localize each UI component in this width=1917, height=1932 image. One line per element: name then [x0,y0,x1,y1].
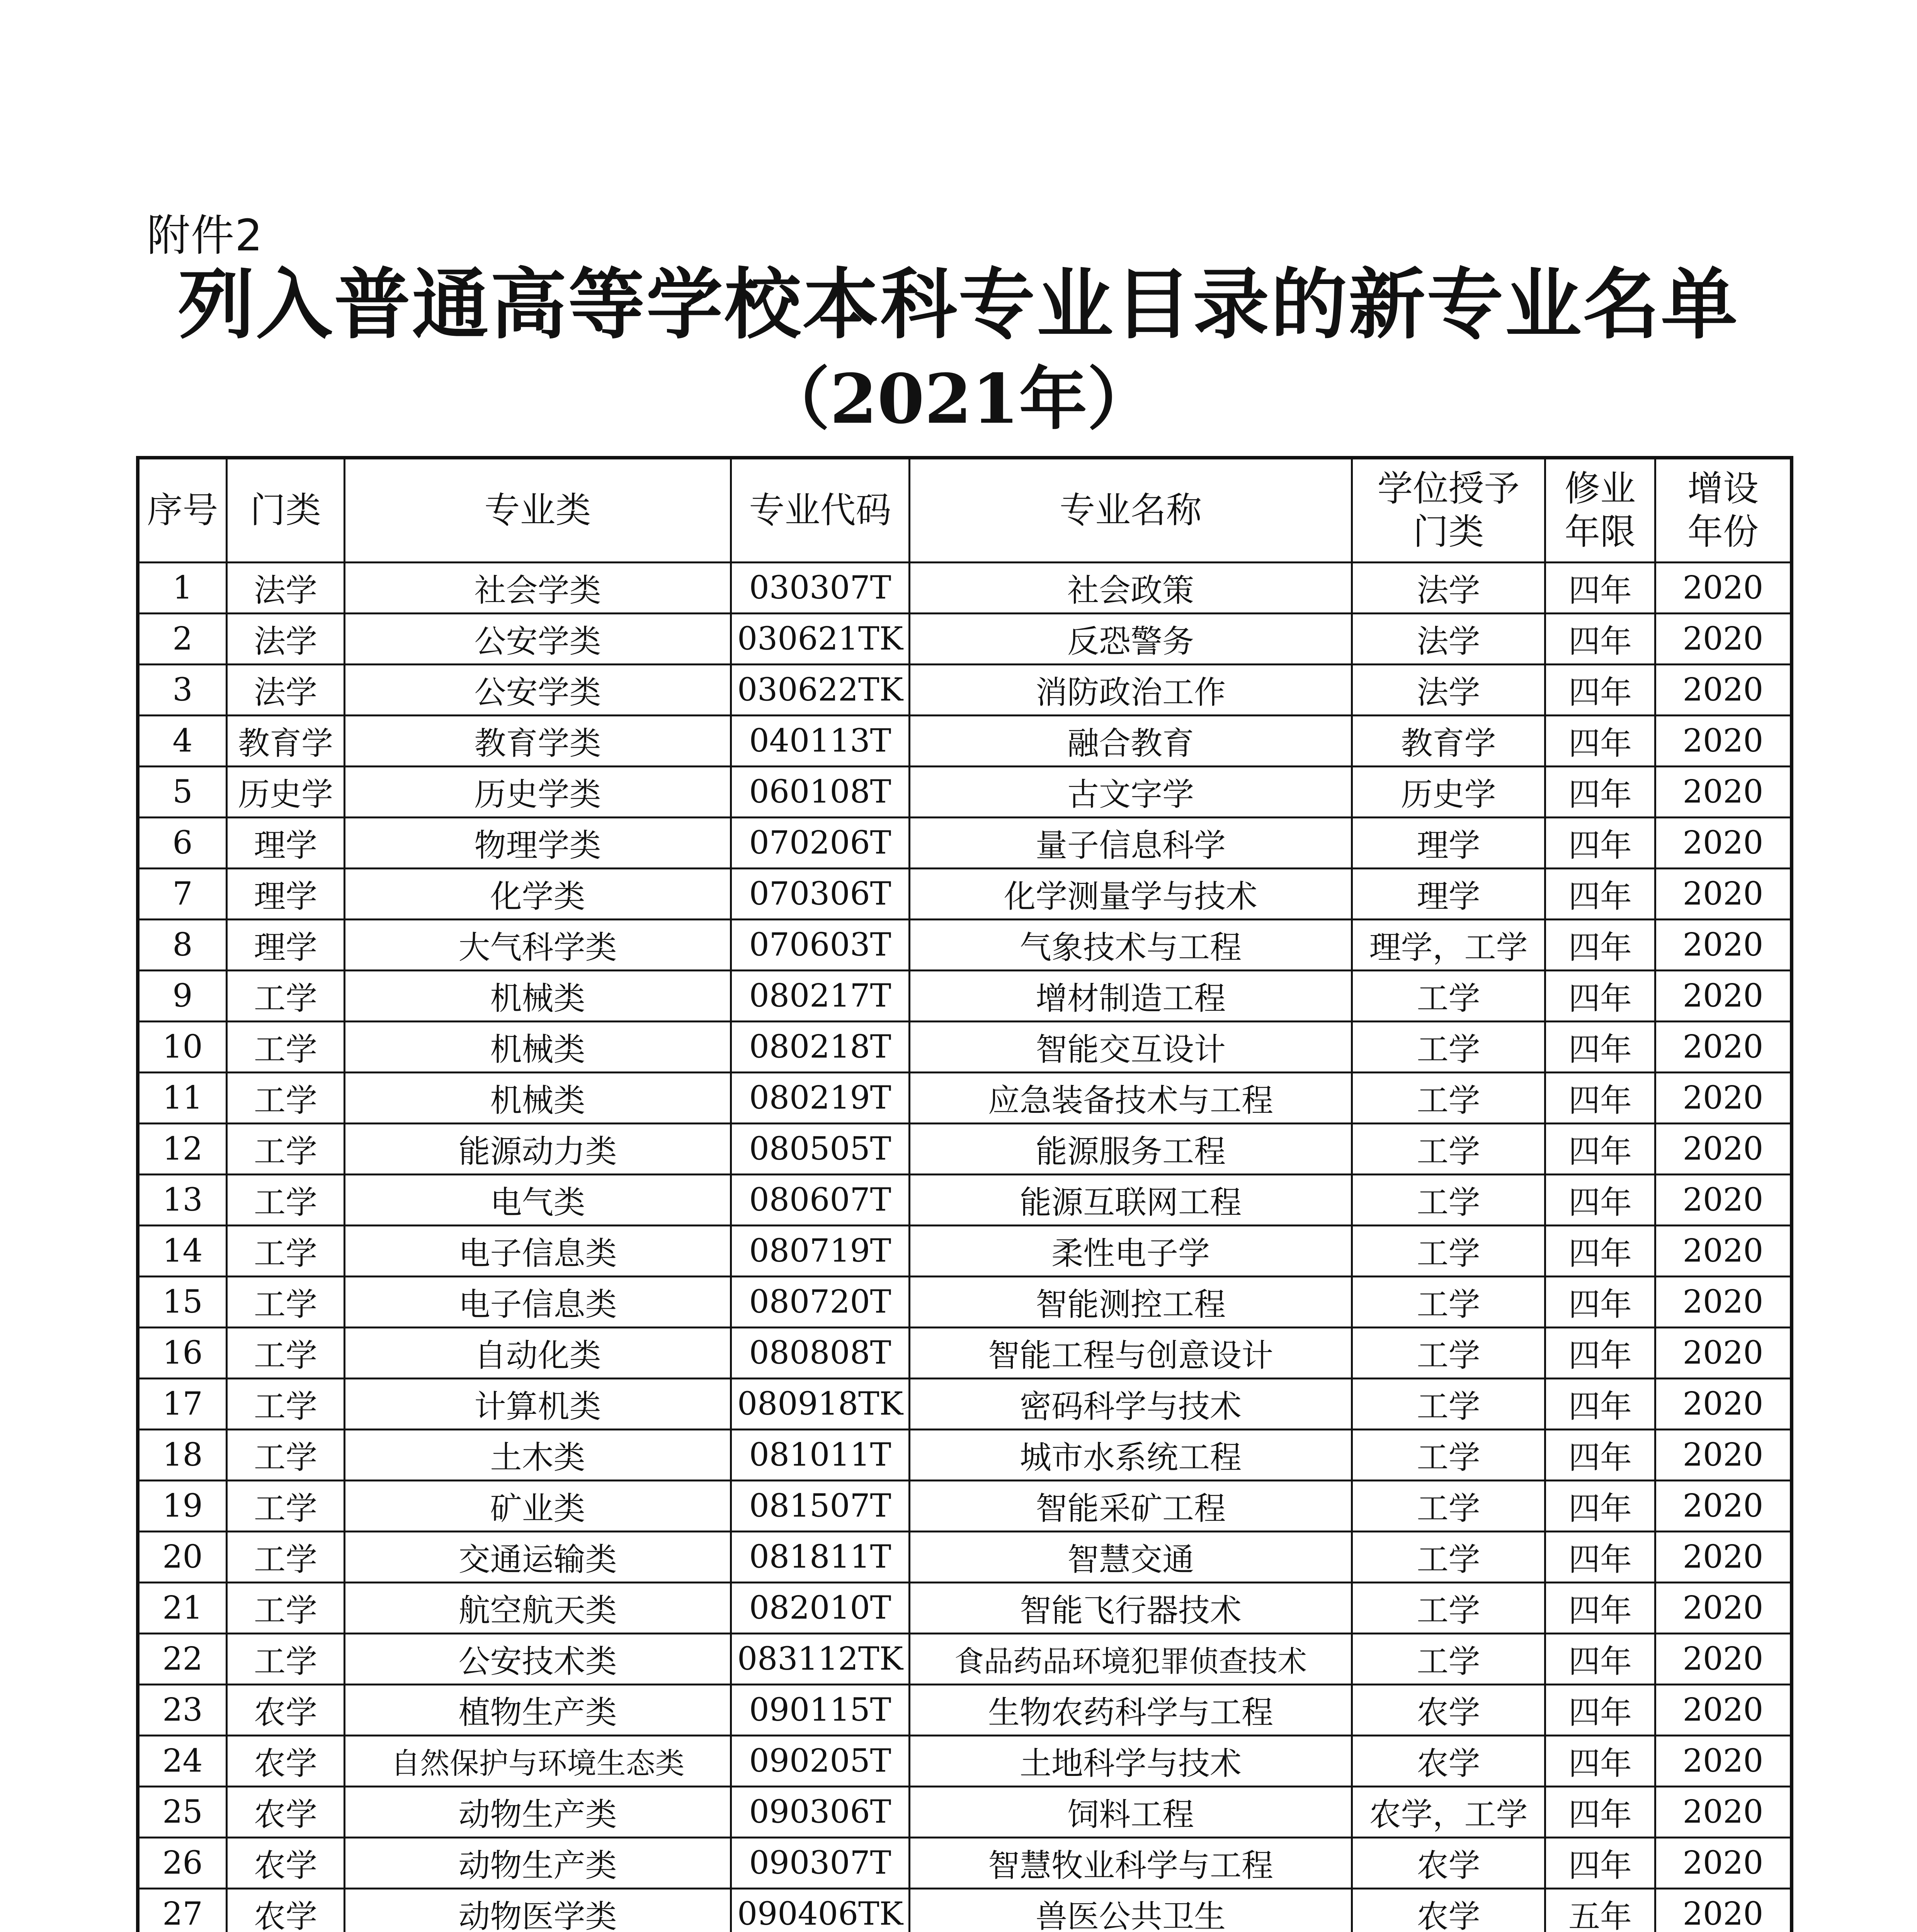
header-study-length: 修业 年限 [1545,458,1655,563]
cell-serial-number: 19 [138,1481,227,1532]
cell-major-name: 量子信息科学 [910,818,1352,869]
cell-major-code: 082010T [731,1583,910,1634]
cell-major-name: 能源服务工程 [910,1124,1352,1175]
cell-year-added: 2020 [1655,971,1792,1022]
cell-major-class: 矿业类 [345,1481,731,1532]
cell-study-length: 四年 [1545,1277,1655,1328]
cell-major-class: 公安学类 [345,665,731,716]
document-title: 列入普通高等学校本科专业目录的新专业名单 [178,260,1739,349]
cell-degree-category: 工学 [1352,1328,1545,1379]
table-row [138,614,1792,665]
cell-major-class: 自然保护与环境生态类 [345,1736,731,1787]
table-row [138,767,1792,818]
cell-degree-category: 农学 [1352,1685,1545,1736]
cell-degree-category: 理学，工学 [1352,920,1545,971]
cell-year-added: 2020 [1655,1685,1792,1736]
cell-study-length: 四年 [1545,1532,1655,1583]
cell-discipline: 工学 [227,1532,345,1583]
cell-serial-number: 27 [138,1889,227,1932]
cell-major-class: 动物生产类 [345,1787,731,1838]
cell-degree-category: 农学 [1352,1736,1545,1787]
cell-major-name: 能源互联网工程 [910,1175,1352,1226]
table-row [138,1583,1792,1634]
cell-degree-category: 工学 [1352,1481,1545,1532]
cell-serial-number: 23 [138,1685,227,1736]
table-row [138,1685,1792,1736]
table-row [138,920,1792,971]
cell-study-length: 四年 [1545,1583,1655,1634]
cell-degree-category: 工学 [1352,1124,1545,1175]
cell-major-name: 应急装备技术与工程 [910,1073,1352,1124]
cell-study-length: 四年 [1545,1328,1655,1379]
cell-major-name: 增材制造工程 [910,971,1352,1022]
table-row [138,1838,1792,1889]
cell-major-class: 机械类 [345,971,731,1022]
cell-discipline: 工学 [227,1175,345,1226]
cell-major-name: 融合教育 [910,716,1352,767]
cell-major-code: 030621TK [731,614,910,665]
cell-degree-category: 工学 [1352,1379,1545,1430]
cell-major-code: 090306T [731,1787,910,1838]
cell-serial-number: 12 [138,1124,227,1175]
cell-major-class: 社会学类 [345,563,731,614]
cell-major-name: 兽医公共卫生 [910,1889,1352,1932]
cell-study-length: 四年 [1545,1787,1655,1838]
cell-year-added: 2020 [1655,1481,1792,1532]
table-row [138,1175,1792,1226]
table-row [138,971,1792,1022]
cell-serial-number: 5 [138,767,227,818]
cell-year-added: 2020 [1655,1277,1792,1328]
header-year-added: 增设 年份 [1655,458,1792,563]
cell-serial-number: 21 [138,1583,227,1634]
table-row [138,665,1792,716]
cell-degree-category: 教育学 [1352,716,1545,767]
cell-degree-category: 工学 [1352,1277,1545,1328]
cell-major-class: 机械类 [345,1073,731,1124]
header-discipline: 门类 [227,458,345,563]
cell-study-length: 四年 [1545,563,1655,614]
cell-major-code: 080808T [731,1328,910,1379]
table-row [138,1787,1792,1838]
cell-serial-number: 17 [138,1379,227,1430]
cell-major-code: 080607T [731,1175,910,1226]
cell-year-added: 2020 [1655,1226,1792,1277]
cell-major-class: 化学类 [345,869,731,920]
cell-study-length: 四年 [1545,1175,1655,1226]
cell-serial-number: 9 [138,971,227,1022]
cell-major-code: 090406TK [731,1889,910,1932]
table-body [138,563,1792,1932]
cell-major-code: 090115T [731,1685,910,1736]
cell-year-added: 2020 [1655,869,1792,920]
cell-major-name: 社会政策 [910,563,1352,614]
cell-major-class: 教育学类 [345,716,731,767]
cell-year-added: 2020 [1655,614,1792,665]
cell-degree-category: 农学 [1352,1838,1545,1889]
cell-major-code: 090205T [731,1736,910,1787]
cell-degree-category: 工学 [1352,1532,1545,1583]
cell-study-length: 四年 [1545,767,1655,818]
cell-major-code: 080219T [731,1073,910,1124]
cell-serial-number: 7 [138,869,227,920]
header-serial-number: 序号 [138,458,227,563]
cell-degree-category: 工学 [1352,971,1545,1022]
cell-major-name: 城市水系统工程 [910,1430,1352,1481]
cell-discipline: 理学 [227,869,345,920]
cell-major-code: 070206T [731,818,910,869]
cell-year-added: 2020 [1655,818,1792,869]
cell-serial-number: 10 [138,1022,227,1073]
cell-major-class: 物理学类 [345,818,731,869]
cell-major-code: 030307T [731,563,910,614]
cell-major-code: 083112TK [731,1634,910,1685]
cell-degree-category: 工学 [1352,1430,1545,1481]
cell-major-code: 080218T [731,1022,910,1073]
cell-major-name: 密码科学与技术 [910,1379,1352,1430]
cell-serial-number: 18 [138,1430,227,1481]
cell-major-class: 能源动力类 [345,1124,731,1175]
table-row [138,1226,1792,1277]
table-row [138,869,1792,920]
cell-year-added: 2020 [1655,1379,1792,1430]
cell-serial-number: 6 [138,818,227,869]
table-row [138,1736,1792,1787]
table-row [138,1124,1792,1175]
cell-major-class: 公安学类 [345,614,731,665]
cell-degree-category: 农学 [1352,1889,1545,1932]
cell-study-length: 四年 [1545,1430,1655,1481]
cell-study-length: 四年 [1545,1838,1655,1889]
cell-major-code: 040113T [731,716,910,767]
cell-study-length: 四年 [1545,1481,1655,1532]
cell-serial-number: 26 [138,1838,227,1889]
cell-year-added: 2020 [1655,1532,1792,1583]
header-degree-category: 学位授予 门类 [1352,458,1545,563]
cell-major-class: 历史学类 [345,767,731,818]
cell-major-code: 030622TK [731,665,910,716]
cell-study-length: 四年 [1545,614,1655,665]
cell-major-name: 饲料工程 [910,1787,1352,1838]
cell-major-class: 交通运输类 [345,1532,731,1583]
cell-major-class: 自动化类 [345,1328,731,1379]
cell-discipline: 工学 [227,1583,345,1634]
cell-degree-category: 法学 [1352,614,1545,665]
table-row [138,1634,1792,1685]
cell-serial-number: 8 [138,920,227,971]
cell-major-name: 土地科学与技术 [910,1736,1352,1787]
cell-year-added: 2020 [1655,563,1792,614]
cell-year-added: 2020 [1655,716,1792,767]
cell-discipline: 工学 [227,971,345,1022]
cell-study-length: 五年 [1545,1889,1655,1932]
cell-study-length: 四年 [1545,869,1655,920]
cell-serial-number: 11 [138,1073,227,1124]
table-header [138,458,1792,563]
cell-major-class: 电气类 [345,1175,731,1226]
cell-major-name: 智能测控工程 [910,1277,1352,1328]
header-major-name: 专业名称 [910,458,1352,563]
cell-major-class: 机械类 [345,1022,731,1073]
cell-year-added: 2020 [1655,1022,1792,1073]
cell-serial-number: 14 [138,1226,227,1277]
cell-discipline: 工学 [227,1379,345,1430]
cell-discipline: 教育学 [227,716,345,767]
cell-study-length: 四年 [1545,1022,1655,1073]
cell-major-class: 动物生产类 [345,1838,731,1889]
cell-discipline: 工学 [227,1634,345,1685]
cell-serial-number: 16 [138,1328,227,1379]
cell-degree-category: 法学 [1352,665,1545,716]
cell-study-length: 四年 [1545,1736,1655,1787]
cell-degree-category: 理学 [1352,818,1545,869]
cell-major-code: 070603T [731,920,910,971]
cell-discipline: 农学 [227,1889,345,1932]
cell-study-length: 四年 [1545,1685,1655,1736]
cell-major-name: 反恐警务 [910,614,1352,665]
cell-study-length: 四年 [1545,1226,1655,1277]
cell-degree-category: 工学 [1352,1022,1545,1073]
table-row [138,1379,1792,1430]
cell-major-class: 电子信息类 [345,1226,731,1277]
cell-major-class: 计算机类 [345,1379,731,1430]
cell-degree-category: 工学 [1352,1226,1545,1277]
cell-study-length: 四年 [1545,920,1655,971]
cell-major-class: 公安技术类 [345,1634,731,1685]
cell-major-name: 柔性电子学 [910,1226,1352,1277]
cell-major-class: 植物生产类 [345,1685,731,1736]
table-row [138,1889,1792,1932]
cell-year-added: 2020 [1655,1073,1792,1124]
cell-major-name: 智能飞行器技术 [910,1583,1352,1634]
cell-major-class: 电子信息类 [345,1277,731,1328]
cell-serial-number: 15 [138,1277,227,1328]
table-row [138,1277,1792,1328]
cell-serial-number: 4 [138,716,227,767]
cell-study-length: 四年 [1545,1379,1655,1430]
cell-discipline: 工学 [227,1073,345,1124]
cell-year-added: 2020 [1655,1736,1792,1787]
cell-discipline: 农学 [227,1685,345,1736]
header-major-code: 专业代码 [731,458,910,563]
cell-discipline: 工学 [227,1328,345,1379]
cell-major-name: 智慧牧业科学与工程 [910,1838,1352,1889]
cell-degree-category: 历史学 [1352,767,1545,818]
cell-major-code: 090307T [731,1838,910,1889]
table-row [138,716,1792,767]
cell-major-class: 大气科学类 [345,920,731,971]
cell-year-added: 2020 [1655,1175,1792,1226]
header-major-class: 专业类 [345,458,731,563]
cell-degree-category: 农学，工学 [1352,1787,1545,1838]
document-subtitle: （2021年） [762,359,1155,439]
cell-discipline: 理学 [227,920,345,971]
cell-major-name: 智能工程与创意设计 [910,1328,1352,1379]
cell-major-name: 消防政治工作 [910,665,1352,716]
cell-year-added: 2020 [1655,1838,1792,1889]
cell-major-code: 081811T [731,1532,910,1583]
cell-year-added: 2020 [1655,767,1792,818]
cell-study-length: 四年 [1545,1634,1655,1685]
table-row [138,1328,1792,1379]
cell-major-name: 古文字学 [910,767,1352,818]
cell-discipline: 工学 [227,1430,345,1481]
cell-major-code: 080217T [731,971,910,1022]
cell-major-code: 080719T [731,1226,910,1277]
cell-major-code: 070306T [731,869,910,920]
cell-discipline: 理学 [227,818,345,869]
cell-major-code: 081507T [731,1481,910,1532]
cell-serial-number: 22 [138,1634,227,1685]
cell-major-class: 动物医学类 [345,1889,731,1932]
cell-degree-category: 理学 [1352,869,1545,920]
cell-discipline: 历史学 [227,767,345,818]
cell-major-name: 智慧交通 [910,1532,1352,1583]
cell-serial-number: 3 [138,665,227,716]
cell-major-name: 生物农药科学与工程 [910,1685,1352,1736]
cell-serial-number: 20 [138,1532,227,1583]
cell-degree-category: 工学 [1352,1073,1545,1124]
cell-degree-category: 工学 [1352,1634,1545,1685]
cell-year-added: 2020 [1655,1430,1792,1481]
cell-serial-number: 24 [138,1736,227,1787]
new-majors-table [136,456,1793,1932]
cell-major-name: 食品药品环境犯罪侦查技术 [910,1634,1352,1685]
cell-study-length: 四年 [1545,1073,1655,1124]
cell-discipline: 法学 [227,614,345,665]
cell-year-added: 2020 [1655,1124,1792,1175]
cell-year-added: 2020 [1655,1787,1792,1838]
table-row [138,1022,1792,1073]
cell-major-code: 080918TK [731,1379,910,1430]
cell-degree-category: 工学 [1352,1583,1545,1634]
cell-major-name: 气象技术与工程 [910,920,1352,971]
cell-discipline: 农学 [227,1736,345,1787]
cell-serial-number: 1 [138,563,227,614]
cell-study-length: 四年 [1545,818,1655,869]
cell-major-name: 智能采矿工程 [910,1481,1352,1532]
cell-discipline: 工学 [227,1124,345,1175]
cell-serial-number: 25 [138,1787,227,1838]
table-row [138,1073,1792,1124]
cell-discipline: 工学 [227,1022,345,1073]
cell-discipline: 法学 [227,665,345,716]
cell-year-added: 2020 [1655,920,1792,971]
cell-year-added: 2020 [1655,665,1792,716]
cell-degree-category: 法学 [1352,563,1545,614]
cell-discipline: 农学 [227,1787,345,1838]
cell-study-length: 四年 [1545,971,1655,1022]
cell-major-name: 化学测量学与技术 [910,869,1352,920]
cell-serial-number: 2 [138,614,227,665]
cell-major-class: 土木类 [345,1430,731,1481]
cell-study-length: 四年 [1545,716,1655,767]
cell-major-class: 航空航天类 [345,1583,731,1634]
cell-discipline: 法学 [227,563,345,614]
table-row [138,1532,1792,1583]
cell-major-code: 081011T [731,1430,910,1481]
table-row [138,818,1792,869]
cell-year-added: 2020 [1655,1583,1792,1634]
cell-serial-number: 13 [138,1175,227,1226]
cell-year-added: 2020 [1655,1328,1792,1379]
cell-discipline: 农学 [227,1838,345,1889]
cell-major-code: 080720T [731,1277,910,1328]
table-row [138,1481,1792,1532]
cell-discipline: 工学 [227,1481,345,1532]
cell-study-length: 四年 [1545,665,1655,716]
attachment-label: 附件2 [147,211,264,261]
table-row [138,563,1792,614]
table-row [138,1430,1792,1481]
cell-year-added: 2020 [1655,1634,1792,1685]
cell-discipline: 工学 [227,1226,345,1277]
cell-year-added: 2020 [1655,1889,1792,1932]
cell-major-code: 060108T [731,767,910,818]
cell-discipline: 工学 [227,1277,345,1328]
cell-degree-category: 工学 [1352,1175,1545,1226]
cell-major-name: 智能交互设计 [910,1022,1352,1073]
cell-study-length: 四年 [1545,1124,1655,1175]
header-row [138,458,1792,563]
cell-major-code: 080505T [731,1124,910,1175]
